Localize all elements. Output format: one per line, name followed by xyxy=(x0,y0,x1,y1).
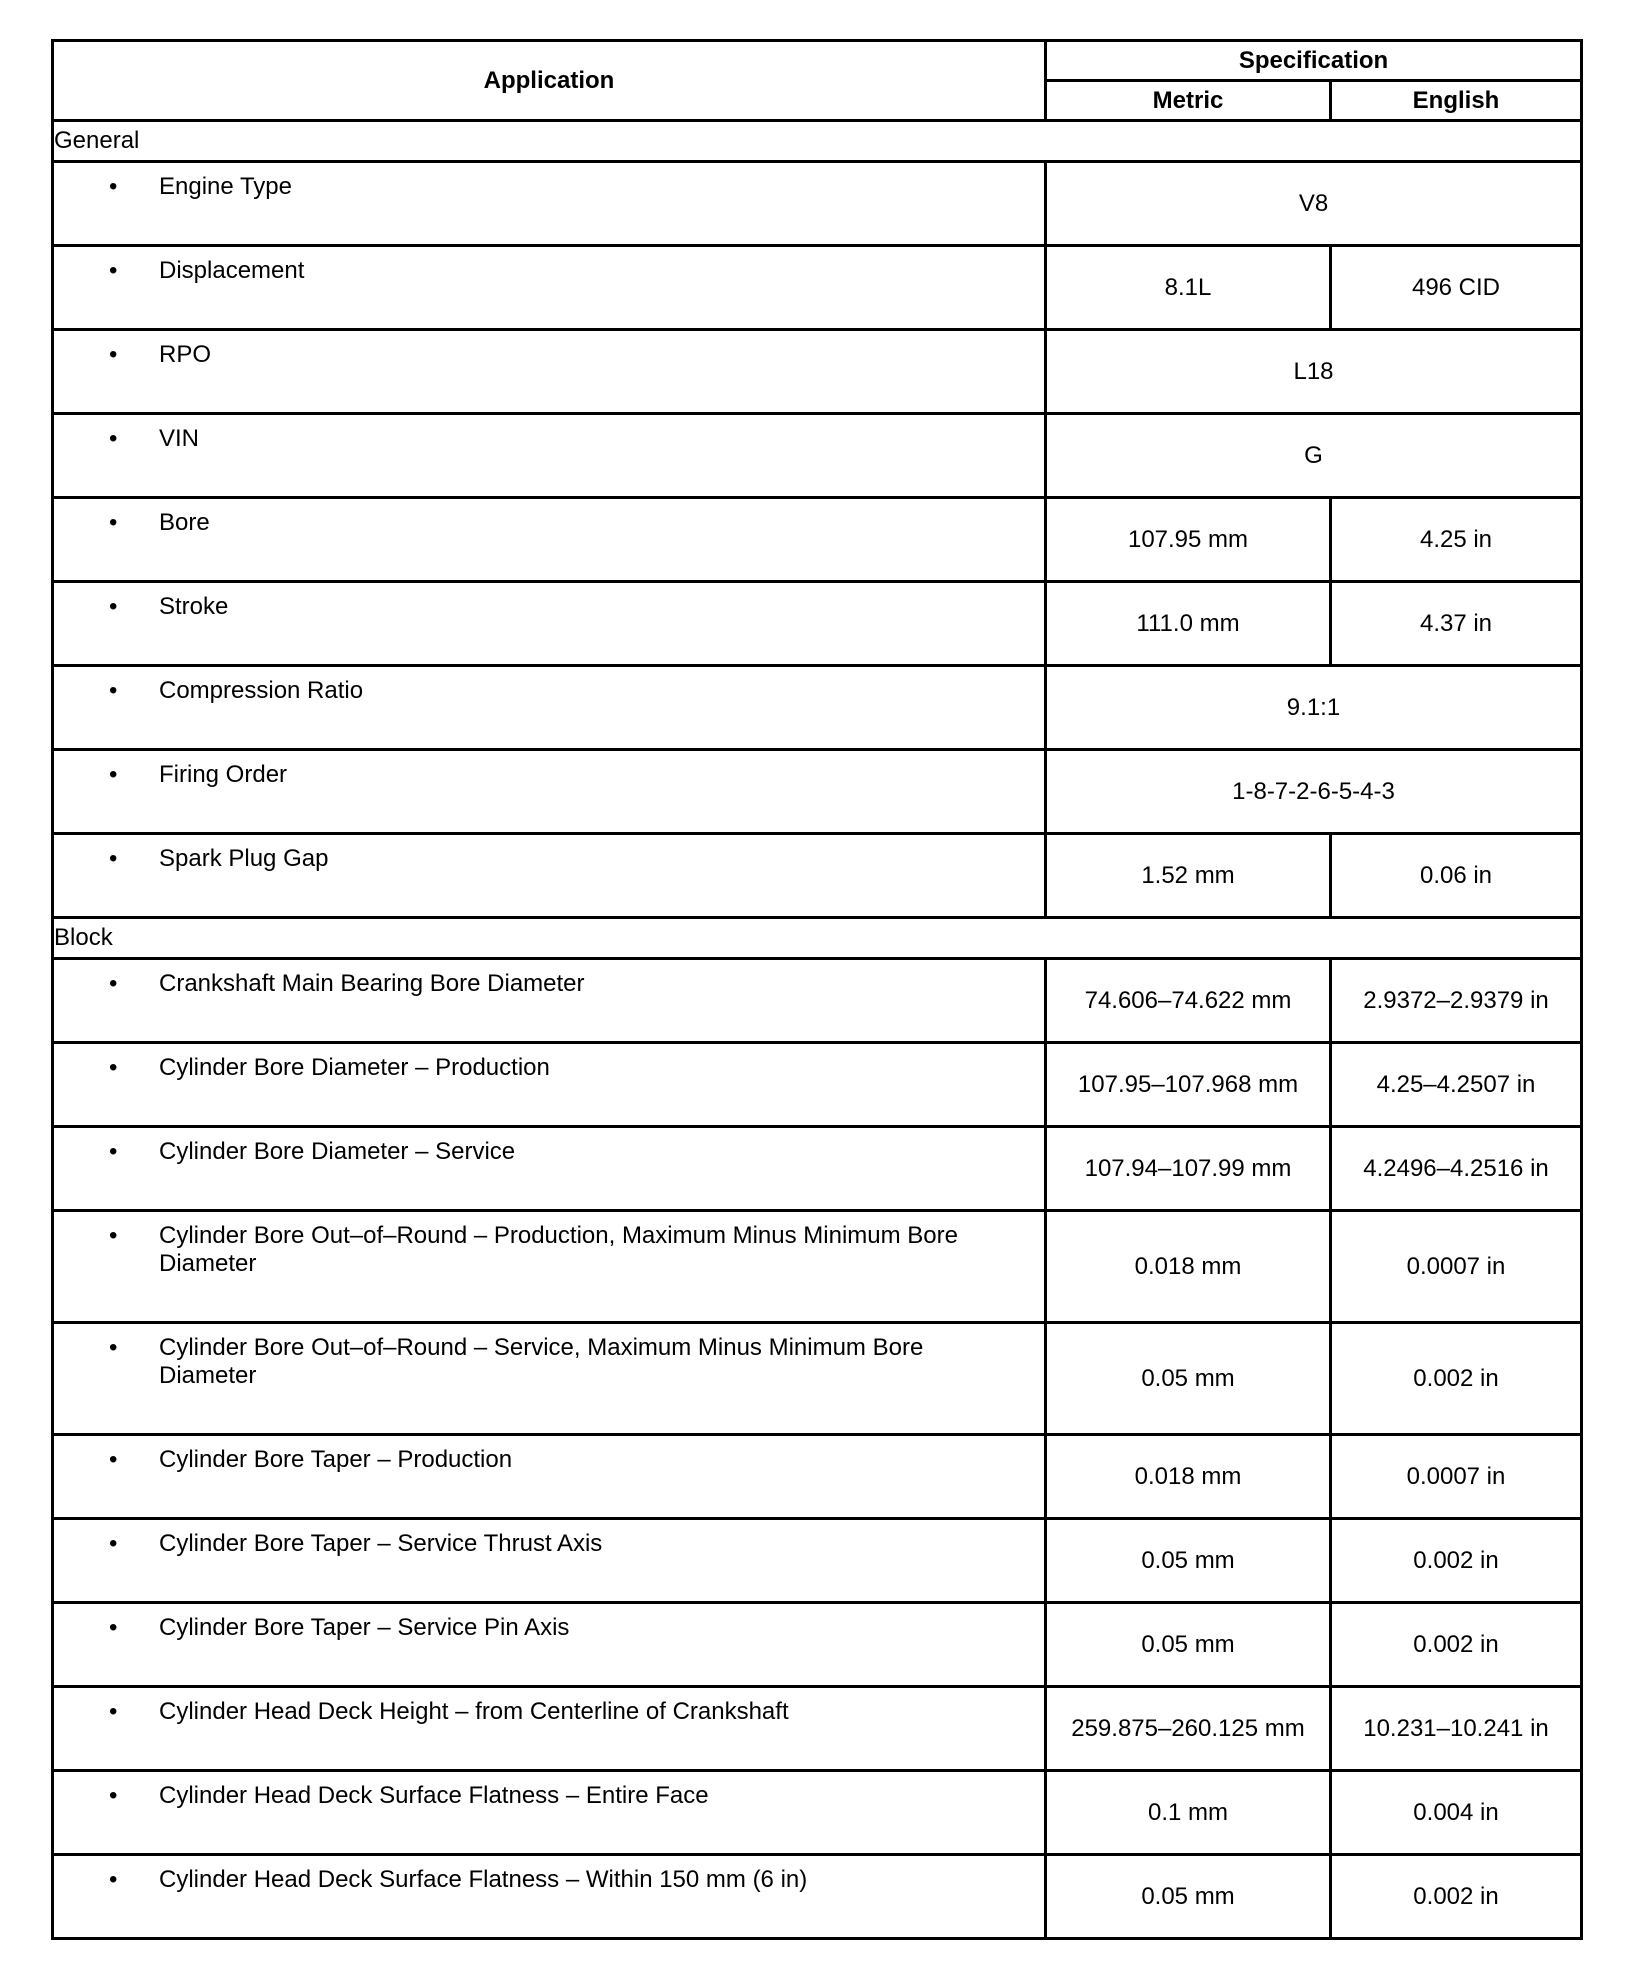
application-cell xyxy=(53,1043,1046,1127)
bullet-icon: • xyxy=(109,593,118,620)
table-row xyxy=(53,959,1582,1043)
table-row xyxy=(53,1043,1582,1127)
application-cell xyxy=(53,1127,1046,1211)
table-row xyxy=(53,1211,1582,1323)
spec-value: V8 xyxy=(1046,162,1582,246)
table-row xyxy=(53,414,1582,498)
english-value: 0.002 in xyxy=(1331,1603,1582,1687)
metric-value: 0.05 mm xyxy=(1046,1603,1331,1687)
english-value: 4.2496–4.2516 in xyxy=(1331,1127,1582,1211)
section-general: General xyxy=(53,121,1582,162)
row-label: Cylinder Head Deck Height – from Centerline of Crankshaft xyxy=(159,1698,789,1725)
english-value: 0.0007 in xyxy=(1331,1435,1582,1519)
application-cell xyxy=(53,750,1046,834)
table-row xyxy=(53,246,1582,330)
row-label: Displacement xyxy=(159,257,305,284)
bullet-icon: • xyxy=(109,257,118,284)
bullet-icon: • xyxy=(109,173,118,200)
application-cell xyxy=(53,1855,1046,1939)
application-cell xyxy=(53,959,1046,1043)
bullet-icon: • xyxy=(109,845,118,872)
english-value: 0.0007 in xyxy=(1331,1211,1582,1323)
application-cell xyxy=(53,498,1046,582)
english-value: 0.002 in xyxy=(1331,1323,1582,1435)
bullet-icon: • xyxy=(109,1866,118,1893)
row-label: Compression Ratio xyxy=(159,677,364,704)
row-label: Cylinder Bore Taper – Service Pin Axis xyxy=(159,1614,570,1641)
metric-value: 1.52 mm xyxy=(1046,834,1331,918)
row-label: Cylinder Bore Out–of–Round – Service, Maximum Minus Minimum Bore Diameter xyxy=(159,1334,924,1389)
english-value: 0.06 in xyxy=(1331,834,1582,918)
row-label: Cylinder Head Deck Surface Flatness – Within 150 mm (6 in) xyxy=(159,1866,808,1893)
application-cell xyxy=(53,1771,1046,1855)
bullet-icon: • xyxy=(109,1138,118,1165)
bullet-icon: • xyxy=(109,1334,118,1361)
row-label: Cylinder Bore Out–of–Round – Production, Maximum Minus Minimum Bore Diameter xyxy=(159,1222,958,1277)
metric-value: 107.95–107.968 mm xyxy=(1046,1043,1331,1127)
table-row xyxy=(53,1855,1582,1939)
row-label: Stroke xyxy=(159,593,229,620)
metric-value: 0.018 mm xyxy=(1046,1211,1331,1323)
metric-value: 74.606–74.622 mm xyxy=(1046,959,1331,1043)
bullet-icon: • xyxy=(109,1698,118,1725)
metric-value: 0.05 mm xyxy=(1046,1323,1331,1435)
table-row xyxy=(53,498,1582,582)
row-label: Cylinder Head Deck Surface Flatness – Entire Face xyxy=(159,1782,709,1809)
engine-spec-table xyxy=(51,39,1583,1940)
row-label: Cylinder Bore Taper – Production xyxy=(159,1446,513,1473)
bullet-icon: • xyxy=(109,677,118,704)
application-cell xyxy=(53,1519,1046,1603)
bullet-icon: • xyxy=(109,761,118,788)
table-row xyxy=(53,1603,1582,1687)
row-label: Crankshaft Main Bearing Bore Diameter xyxy=(159,970,585,997)
metric-value: 0.05 mm xyxy=(1046,1855,1331,1939)
english-value: 4.37 in xyxy=(1331,582,1582,666)
metric-value: 107.94–107.99 mm xyxy=(1046,1127,1331,1211)
specification-header: Specification xyxy=(1046,41,1582,81)
english-value: 0.004 in xyxy=(1331,1771,1582,1855)
english-value: 0.002 in xyxy=(1331,1855,1582,1939)
application-cell xyxy=(53,834,1046,918)
table-row xyxy=(53,834,1582,918)
application-cell xyxy=(53,414,1046,498)
metric-value: 0.018 mm xyxy=(1046,1435,1331,1519)
bullet-icon: • xyxy=(109,970,118,997)
row-label: RPO xyxy=(159,341,212,368)
table-row xyxy=(53,1519,1582,1603)
english-value: 496 CID xyxy=(1331,246,1582,330)
table-row xyxy=(53,666,1582,750)
application-header: Application xyxy=(53,41,1046,121)
bullet-icon: • xyxy=(109,1530,118,1557)
table-row xyxy=(53,1127,1582,1211)
metric-value: 259.875–260.125 mm xyxy=(1046,1687,1331,1771)
spec-value: 9.1:1 xyxy=(1046,666,1582,750)
row-label: Cylinder Bore Diameter – Service xyxy=(159,1138,516,1165)
application-cell xyxy=(53,162,1046,246)
metric-value: 0.1 mm xyxy=(1046,1771,1331,1855)
row-label: Cylinder Bore Taper – Service Thrust Axis xyxy=(159,1530,603,1557)
table-row xyxy=(53,1435,1582,1519)
english-value: 4.25–4.2507 in xyxy=(1331,1043,1582,1127)
bullet-icon: • xyxy=(109,1446,118,1473)
application-cell xyxy=(53,666,1046,750)
table-row xyxy=(53,162,1582,246)
table-row xyxy=(53,1687,1582,1771)
row-label: Firing Order xyxy=(159,761,288,788)
metric-value: 0.05 mm xyxy=(1046,1519,1331,1603)
bullet-icon: • xyxy=(109,1614,118,1641)
english-value: 0.002 in xyxy=(1331,1519,1582,1603)
bullet-icon: • xyxy=(109,509,118,536)
application-cell xyxy=(53,1435,1046,1519)
metric-value: 111.0 mm xyxy=(1046,582,1331,666)
application-cell xyxy=(53,246,1046,330)
english-value: 10.231–10.241 in xyxy=(1331,1687,1582,1771)
row-label: Cylinder Bore Diameter – Production xyxy=(159,1054,550,1081)
bullet-icon: • xyxy=(109,425,118,452)
metric-value: 8.1L xyxy=(1046,246,1331,330)
bullet-icon: • xyxy=(109,1222,118,1249)
bullet-icon: • xyxy=(109,1782,118,1809)
application-cell xyxy=(53,1687,1046,1771)
table-row xyxy=(53,330,1582,414)
application-cell xyxy=(53,1323,1046,1435)
application-cell xyxy=(53,1211,1046,1323)
row-label: VIN xyxy=(159,425,200,452)
application-cell xyxy=(53,330,1046,414)
row-label: Spark Plug Gap xyxy=(159,845,329,872)
row-label: Engine Type xyxy=(159,173,292,200)
table-row xyxy=(53,750,1582,834)
section-block: Block xyxy=(53,918,1582,959)
english-value: 2.9372–2.9379 in xyxy=(1331,959,1582,1043)
metric-value: 107.95 mm xyxy=(1046,498,1331,582)
table-row xyxy=(53,1323,1582,1435)
english-value: 4.25 in xyxy=(1331,498,1582,582)
table-row xyxy=(53,582,1582,666)
spec-value: G xyxy=(1046,414,1582,498)
bullet-icon: • xyxy=(109,341,118,368)
application-cell xyxy=(53,1603,1046,1687)
english-header: English xyxy=(1331,81,1582,121)
spec-value: 1-8-7-2-6-5-4-3 xyxy=(1046,750,1582,834)
application-cell xyxy=(53,582,1046,666)
metric-header: Metric xyxy=(1046,81,1331,121)
row-label: Bore xyxy=(159,509,210,536)
spec-value: L18 xyxy=(1046,330,1582,414)
bullet-icon: • xyxy=(109,1054,118,1081)
table-row xyxy=(53,1771,1582,1855)
